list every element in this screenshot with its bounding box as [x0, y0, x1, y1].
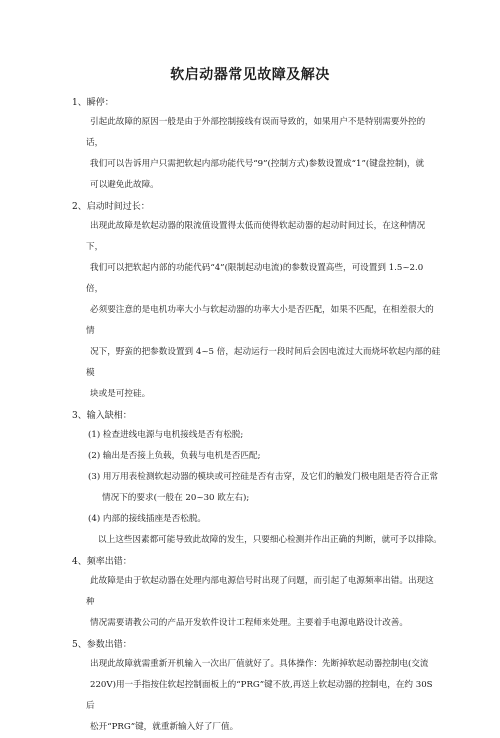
- section-heading: 2、启动时间过长：: [72, 202, 150, 212]
- section-note: 以上这些因素都可能导致此故障的发生，只要细心检测并作出正确的判断，就可予以排除。: [98, 535, 442, 545]
- section-momentary-stop: [0, 94, 500, 196]
- section-heading: 5、参数出错：: [72, 640, 132, 650]
- list-item: (3) 用万用表检测软起动器的模块或可控硅是否有击穿，及它们的触发门极电阻是否符合正常: [88, 472, 439, 482]
- paragraph-line: 情况需要请教公司的产品开发软件设计工程师来处理。主要着手电源电路设计改善。: [90, 618, 408, 628]
- paragraph-line: 出现此故障就需重新开机输入一次出厂值就好了。具体操作：先断掉软起动器控制电(交流: [90, 659, 429, 669]
- list-item: (1) 检查进线电源与电机接线是否有松脱;: [88, 430, 244, 440]
- paragraph-line: 出现此故障是软起动器的限流值设置得太低而使得软起动器的起动时间过长，在这种情况下，: [86, 221, 426, 252]
- section-heading: 4、频率出错：: [72, 557, 132, 567]
- section-long-start-time: [0, 198, 500, 405]
- section-input-phase-loss: [0, 407, 500, 551]
- paragraph-line: 此故障是由于软起动器在处理内部电源信号时出现了问题，而引起了电源频率出错。出现这种: [86, 576, 434, 607]
- list-item: (2) 输出是否接上负载，负载与电机是否匹配;: [88, 451, 261, 461]
- paragraph-line: 我们可以把软起内部的功能代码“4”(限制起动电流)的参数设置高些，可设置到 1.5~2.0 倍，: [86, 263, 424, 294]
- paragraph-line: 可以避免此故障。: [90, 180, 159, 190]
- paragraph-line: 必须要注意的是电机功率大小与软起动器的功率大小是否匹配，如果不匹配，在相差很大的情: [86, 305, 434, 336]
- section-frequency-error: [0, 553, 500, 634]
- paragraph-line: 块或是可控硅。: [90, 389, 151, 399]
- list-item: (4) 内部的接线插座是否松脱。: [88, 514, 207, 524]
- section-parameter-error: [0, 636, 500, 738]
- section-heading: 1、瞬停：: [72, 98, 114, 108]
- paragraph-line: 我们可以告诉用户只需把软起内部功能代号“9”(控制方式)参数设置成“1”(键盘控制)，就: [90, 159, 425, 169]
- list-item-continuation: 情况下的要求(一般在 20~30 欧左右);: [102, 493, 250, 503]
- paragraph-line: 况下，野蛮的把参数设置到 4~5 倍，起动运行一段时间后会因电流过大而烧坏软起内部的硅模: [86, 347, 441, 378]
- paragraph-line: 松开“PRG”键，就重新输入好了厂值。: [90, 722, 239, 732]
- paragraph-line: 220V)用一手指按住软起控制面板上的“PRG”键不放,再送上软起动器的控制电，在约 30S 后: [86, 680, 433, 711]
- paragraph-line: 引起此故障的原因一般是由于外部控制接线有误而导致的，如果用户不是特别需要外控的话，: [86, 117, 426, 148]
- document-title: 软启动器常见故障及解决: [170, 67, 330, 83]
- section-heading: 3、输入缺相：: [72, 411, 132, 421]
